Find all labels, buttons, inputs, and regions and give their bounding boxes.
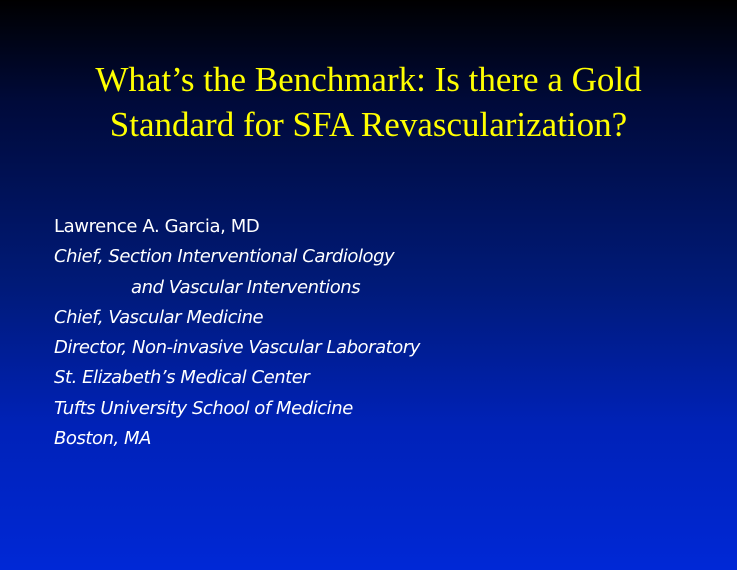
author-info — [54, 212, 674, 454]
affiliation-line: Chief, Vascular Medicine — [54, 306, 264, 328]
slide-title-line-2: Standard for SFA Revascularization? — [109, 105, 628, 144]
author-name: Lawrence A. Garcia, MD — [54, 216, 260, 237]
slide-title — [20, 57, 717, 147]
affiliation-line: Director, Non-invasive Vascular Laboratory — [54, 337, 420, 359]
affiliation-line: Chief, Section Interventional Cardiology — [54, 246, 395, 268]
slide-title-line-1: What’s the Benchmark: Is there a Gold — [95, 60, 642, 99]
affiliation-line: Boston, MA — [54, 428, 152, 450]
affiliation-line: and Vascular Interventions — [131, 276, 361, 298]
affiliation-line: Tufts University School of Medicine — [54, 397, 353, 419]
affiliation-line: St. Elizabeth’s Medical Center — [54, 367, 310, 389]
